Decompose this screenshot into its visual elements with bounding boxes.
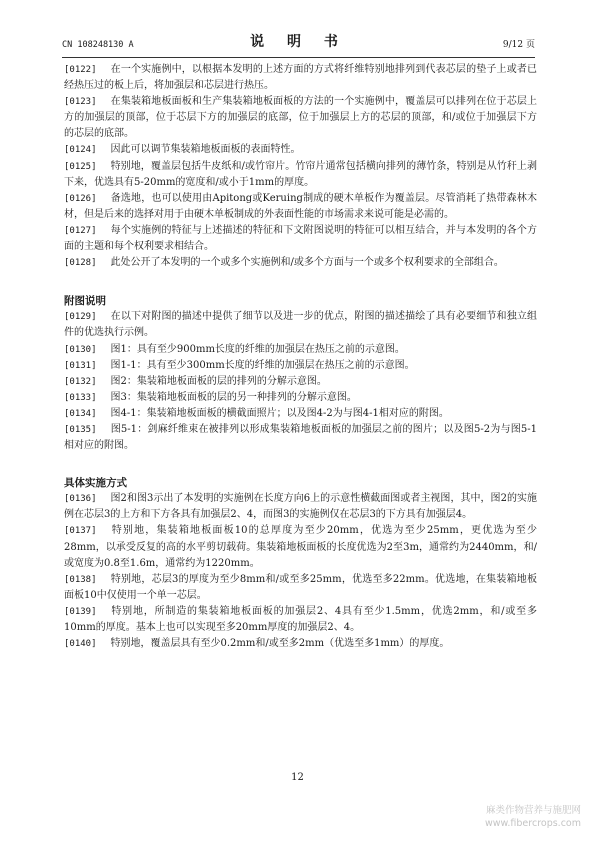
watermark-url: www.fibercrops.com [484,818,581,829]
paragraph-number: [0131] [64,360,97,371]
paragraph [64,94,537,142]
paragraph [64,342,537,358]
paragraph [64,523,537,571]
paragraph-text: 图2：集装箱地板面板的层的排列的分解示意图。 [110,375,327,387]
paragraph-text: 图4-1：集装箱地板面板的横截面照片；以及图4-2为与图4-1相对应的附图。 [110,407,449,419]
paragraph-number: [0133] [64,392,97,403]
paragraph [64,374,537,390]
paragraph-number: [0129] [64,312,97,323]
paragraph [64,390,537,406]
paragraph [64,406,537,422]
page-number: 12 [291,772,304,783]
paragraph-number: [0136] [64,494,97,505]
paragraph [64,636,537,652]
paragraph-number: [0137] [64,526,97,537]
paragraph-text: 图3：集装箱地板面板的层的另一种排列的分解示意图。 [110,391,357,403]
paragraph [64,142,537,158]
paragraph-text: 在集装箱地板面板和生产集装箱地板面板的方法的一个实施例中，覆盖层可以排列在位于芯层上方的加强层的顶部，位于芯层下方的加强层的底部，位于加强层上方的芯层的顶部，和/或位于加强层下方的芯层的底部。 [64,96,537,140]
paragraph [64,358,537,374]
paragraph-text: 特别地，覆盖层具有至少0.2mm和/或至多2mm（优选至多1mm）的厚度。 [110,638,450,650]
section-title-drawings: 附图说明 [64,295,106,308]
paragraph [64,604,537,636]
paragraph-text: 备选地，也可以使用由Apitong或Keruing制成的硬木单板作为覆盖层。尽管消耗了热带森林木材，但是后来的选择对用于由硬木单板制成的外表面性能的市场需求来说可能是必需的。 [64,192,537,220]
section-drawings-description [64,309,537,454]
paragraph-text: 在一个实施例中，以根据本发明的上述方面的方式将纤维特别地排列到代表芯层的垫子上或者已经热压过的板上后，将加强层和芯层进行热压。 [64,64,537,92]
paragraph-number: [0128] [64,258,97,269]
paragraph-text: 特别地，集装箱地板面板10的总厚度为至少20mm，优选为至少25mm，更优选为至少28mm，以承受反复的高的水平剪切载荷。集装箱地板面板的长度优选为2至3m，通常约为2440mm，和/或宽度为0.8至1.6m，通常约为1220mm。 [64,525,537,569]
paragraph-text: 特别地，覆盖层包括牛皮纸和/或竹帘片。竹帘片通常包括横向排列的薄竹条，特别是从竹秆上剥下来，优选具有5-20mm的宽度和/或小于1mm的厚度。 [64,160,537,188]
patent-number: CN 108248130 A [62,40,134,50]
section-title-detailed-description: 具体实施方式 [64,477,127,490]
paragraph-text: 因此可以调节集装箱地板面板的表面特性。 [110,144,301,156]
paragraph-number: [0134] [64,408,97,419]
paragraph-number: [0132] [64,376,97,387]
section-detailed-description [64,491,537,652]
header-rule [62,57,535,58]
paragraph-text: 特别地，芯层3的厚度为至少8mm和/或至多25mm，优选至多22mm。优选地，在集装箱地板面板10中仅使用一个单一芯层。 [64,573,537,601]
paragraph-number: [0135] [64,424,97,435]
paragraph-text: 图5-1：剑麻纤维束在被排列以形成集装箱地板面板的加强层之前的图片；以及图5-2为与图5-1相对应的附图。 [64,423,537,452]
paragraph [64,309,537,341]
paragraph-text: 特别地，所制造的集装箱地板面板的加强层2、4具有至少1.5mm，优选2mm，和/或至多10mm的厚度。基本上也可以实现至多20mm厚度的加强层2、4。 [64,605,537,633]
paragraph [64,491,537,523]
paragraph-text: 在以下对附图的描述中提供了细节以及进一步的优点，附图的描述描绘了具有必要细节和独立组件的优选执行示例。 [64,311,537,339]
paragraph-text: 图1-1：具有至少300mm长度的纤维的加强层在热压之前的示意图。 [110,359,415,371]
paragraph-number: [0139] [64,606,97,617]
paragraph-number: [0138] [64,574,97,585]
paragraph-number: [0126] [64,193,97,204]
paragraph-text: 图2和图3示出了本发明的实施例在长度方向6上的示意性横截面图或者主视图，其中，图2的实施例在芯层3的上方和下方各具有加强层2、4，而图3的实施例仅在芯层3的下方具有加强层4。 [64,493,537,521]
paragraph-number: [0140] [64,639,97,650]
paragraph [64,422,537,454]
document-body [64,62,537,652]
page-header [62,36,535,54]
paragraph [64,62,537,94]
paragraph-number: [0124] [64,145,97,156]
document-title: 说 明 书 [250,34,347,50]
section-embodiments-continued [64,62,537,271]
paragraph-text: 图1：具有至少900mm长度的纤维的加强层在热压之前的示意图。 [110,343,405,355]
paragraph-number: [0125] [64,161,97,172]
page-counter: 9/12 页 [502,40,535,50]
paragraph-number: [0130] [64,344,97,355]
section-spacer [64,454,537,475]
watermark-site-name: 麻类作物营养与施肥网 [485,805,581,816]
paragraph-number: [0123] [64,97,97,108]
section-spacer [64,271,537,293]
paragraph [64,223,537,255]
paragraph [64,572,537,604]
paragraph-number: [0127] [64,225,97,236]
watermark [485,804,581,830]
paragraph-number: [0122] [64,65,97,75]
paragraph [64,191,537,223]
paragraph [64,159,537,191]
paragraph-text: 此处公开了本发明的一个或多个实施例和/或多个方面与一个或多个权利要求的全部组合。 [110,257,504,269]
paragraph [64,255,537,271]
paragraph-text: 每个实施例的特征与上述描述的特征和下文附图说明的特征可以相互结合，并与本发明的各个方面的主题和每个权利要求相结合。 [64,224,537,253]
